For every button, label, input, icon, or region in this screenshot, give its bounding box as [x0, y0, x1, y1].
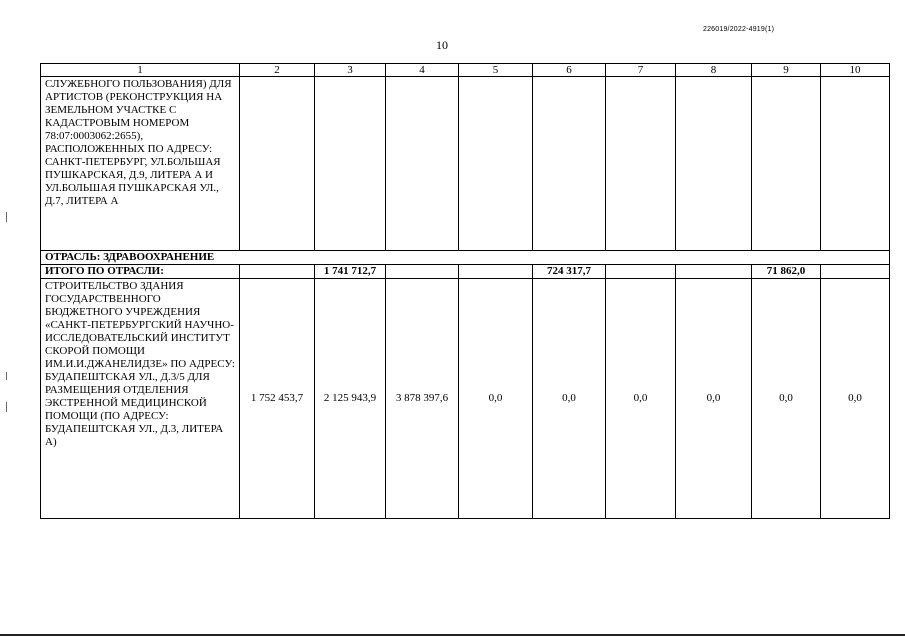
scan-margin-mark [6, 372, 7, 380]
column-header: 1 [41, 64, 240, 77]
value-cell: 3 878 397,6 [386, 279, 459, 519]
table-cell [752, 77, 821, 251]
table-cell [821, 265, 890, 279]
column-header: 2 [240, 64, 315, 77]
total-row [41, 265, 890, 279]
value-cell: 1 752 453,7 [240, 279, 315, 519]
value-cell: 0,0 [606, 279, 676, 519]
table-cell [676, 265, 752, 279]
page-number: 10 [436, 38, 448, 52]
column-header: 10 [821, 64, 890, 77]
column-header: 4 [386, 64, 459, 77]
object-description: СЛУЖЕБНОГО ПОЛЬЗОВАНИЯ) ДЛЯ АРТИСТОВ (РЕКОНСТРУКЦИЯ НА ЗЕМЕЛЬНОМ УЧАСТКЕ С КАДАСТРОВЫМ НОМЕРОМ 78:07:0003062:2655), РАСПОЛОЖЕННЫХ ПО АДРЕСУ: САНКТ-ПЕТЕРБУРГ, УЛ.БОЛЬШАЯ ПУШКАРСКАЯ, Д.9, ЛИТЕРА А И УЛ.БОЛЬШАЯ ПУШКАРСКАЯ УЛ., Д.7, ЛИТЕРА А [41, 77, 240, 251]
table-row [41, 77, 890, 251]
value-cell: 0,0 [821, 279, 890, 519]
table-cell [386, 265, 459, 279]
table-cell [533, 77, 606, 251]
object-description: СТРОИТЕЛЬСТВО ЗДАНИЯ ГОСУДАРСТВЕННОГО БЮДЖЕТНОГО УЧРЕЖДЕНИЯ «САНКТ-ПЕТЕРБУРГСКИЙ НАУЧНО-ИССЛЕДОВАТЕЛЬСКИЙ ИНСТИТУТ СКОРОЙ ПОМОЩИ ИМ.И.И.ДЖАНЕЛИДЗЕ» ПО АДРЕСУ: БУДАПЕШТСКАЯ УЛ., Д.3/5 ДЛЯ РАЗМЕЩЕНИЯ ОТДЕЛЕНИЯ ЭКСТРЕННОЙ МЕДИЦИНСКОЙ ПОМОЩИ (ПО АДРЕСУ: БУДАПЕШТСКАЯ УЛ., Д.3, ЛИТЕРА А) [41, 279, 240, 519]
column-header: 5 [459, 64, 533, 77]
value-cell: 0,0 [533, 279, 606, 519]
total-col3: 1 741 712,7 [315, 265, 386, 279]
sector-label: ОТРАСЛЬ: ЗДРАВООХРАНЕНИЕ [41, 251, 890, 265]
value-cell: 0,0 [459, 279, 533, 519]
table-cell [606, 265, 676, 279]
document-id: 226019/2022-4919(1) [703, 26, 775, 33]
column-header: 7 [606, 64, 676, 77]
column-header: 8 [676, 64, 752, 77]
column-header-row [41, 64, 890, 77]
sector-row [41, 251, 890, 265]
table-cell [315, 77, 386, 251]
table-cell [459, 265, 533, 279]
scan-bottom-edge [0, 634, 905, 636]
total-col6: 724 317,7 [533, 265, 606, 279]
table-cell [606, 77, 676, 251]
data-table [40, 63, 890, 519]
table-cell [240, 265, 315, 279]
scan-margin-mark [6, 212, 7, 222]
table-cell [821, 77, 890, 251]
total-label: ИТОГО ПО ОТРАСЛИ: [41, 265, 240, 279]
table-cell [240, 77, 315, 251]
table-cell [459, 77, 533, 251]
column-header: 9 [752, 64, 821, 77]
table-cell [386, 77, 459, 251]
scan-margin-mark [6, 402, 7, 412]
table-row [41, 279, 890, 519]
value-cell: 0,0 [676, 279, 752, 519]
table-cell [676, 77, 752, 251]
value-cell: 0,0 [752, 279, 821, 519]
column-header: 6 [533, 64, 606, 77]
total-col9: 71 862,0 [752, 265, 821, 279]
value-cell: 2 125 943,9 [315, 279, 386, 519]
column-header: 3 [315, 64, 386, 77]
